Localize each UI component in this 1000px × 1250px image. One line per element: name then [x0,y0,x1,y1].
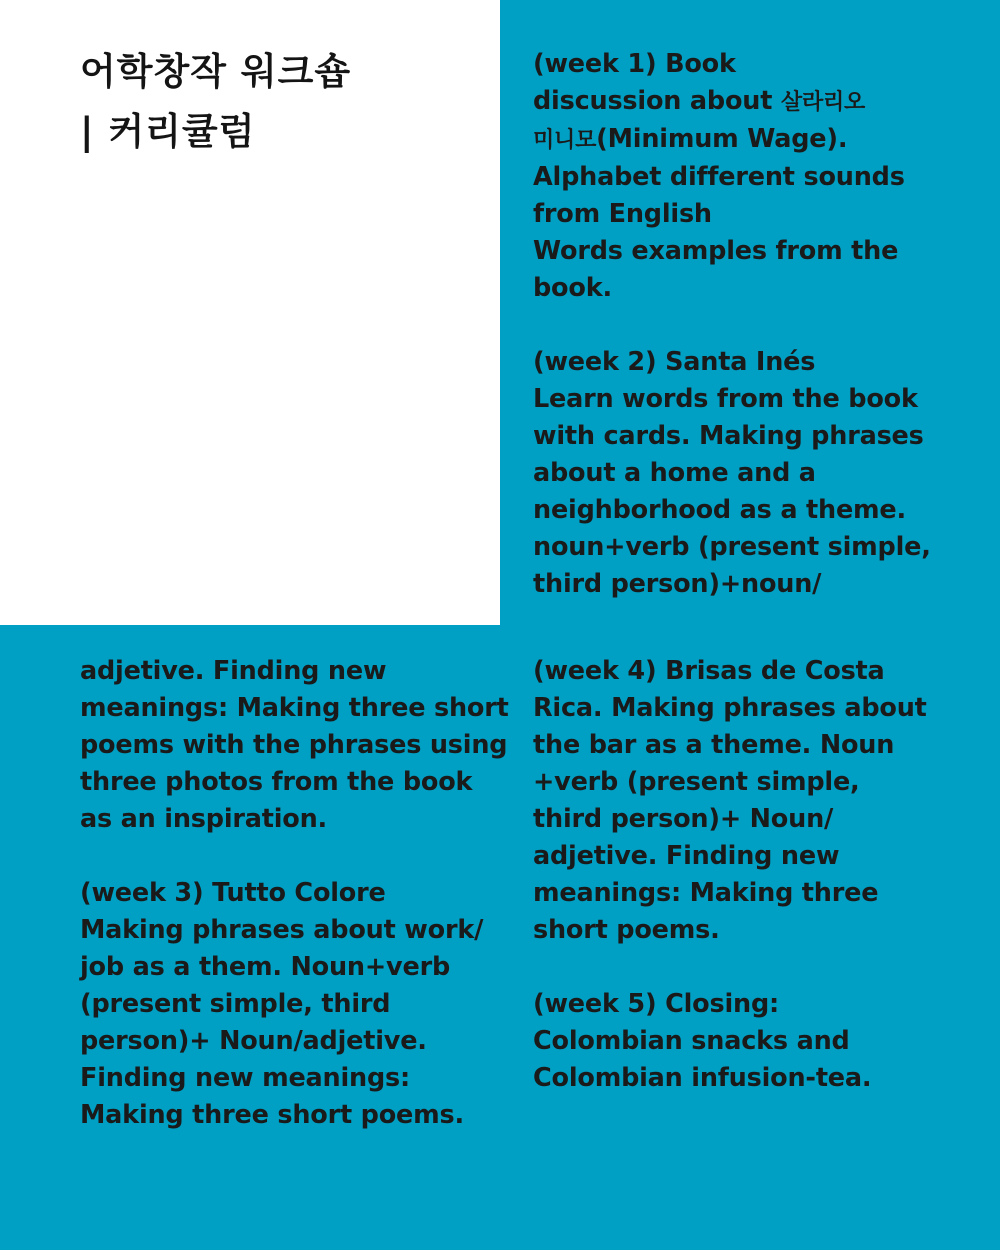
week-3-line: Making phrases about work/ [80,915,484,945]
week-1-line [533,121,931,159]
week-4-line: short poems. [533,915,720,945]
week-5-section [533,986,927,1097]
week-1-korean-text: 살라리오 [780,90,866,115]
week-2-line: meanings: Making three short [80,693,509,723]
week-2-section [533,344,931,603]
week-1-text: discussion about [533,86,781,116]
week-3-line: Finding new meanings: [80,1063,411,1093]
week-3-line: (present simple, third [80,989,391,1019]
week-1-line: Alphabet different sounds [533,162,905,192]
week-5-line: Colombian infusion-tea. [533,1063,872,1093]
week-2-line: about a home and a [533,458,816,488]
week-3-section [80,875,509,1134]
week-4-line: +verb (present simple, [533,767,860,797]
week-1-line: Words examples from the [533,236,899,266]
week-4-line: meanings: Making three [533,878,879,908]
week-2-line: with cards. Making phrases [533,421,924,451]
week-2-line: noun+verb (present simple, [533,532,931,562]
week-5-heading: (week 5) Closing: [533,989,780,1019]
week-2-continued-section [80,653,509,838]
week-2-line: adjetive. Finding new [80,656,387,686]
section-spacer [533,949,927,986]
week-1-text: (Minimum Wage). [596,124,848,154]
week-3-line: Making three short poems. [80,1100,464,1130]
week-2-line: poems with the phrases using [80,730,508,760]
week-2-line: as an inspiration. [80,804,328,834]
week-3-heading: (week 3) Tutto Colore [80,878,386,908]
week-3-line: job as a them. Noun+verb [80,952,450,982]
curriculum-column-top-right [533,46,931,603]
week-1-heading: (week 1) Book [533,49,736,79]
week-2-line: third person)+noun/ [533,569,822,599]
week-4-line: the bar as a theme. Noun [533,730,895,760]
week-1-line: book. [533,273,612,303]
week-4-line: Rica. Making phrases about [533,693,927,723]
section-spacer [80,838,509,875]
week-2-line: neighborhood as a theme. [533,495,907,525]
week-4-heading: (week 4) Brisas de Costa [533,656,885,686]
week-5-line: Colombian snacks and [533,1026,850,1056]
week-4-line: third person)+ Noun/ [533,804,834,834]
title-line-1: 어학창작 워크숍 [80,50,352,93]
week-2-heading: (week 2) Santa Inés [533,347,816,377]
curriculum-column-bottom-left [80,653,509,1134]
week-4-section [533,653,927,949]
week-1-section [533,46,931,307]
title-line-2: | 커리큘럼 [80,110,256,153]
week-1-line [533,83,931,121]
week-2-line: Learn words from the book [533,384,918,414]
week-2-line: three photos from the book [80,767,473,797]
curriculum-column-bottom-right [533,653,927,1097]
section-spacer [533,307,931,344]
page-title [80,42,351,162]
week-1-line: from English [533,199,712,229]
week-1-korean-text: 미니모 [533,128,597,153]
week-3-line: person)+ Noun/adjetive. [80,1026,427,1056]
week-4-line: adjetive. Finding new [533,841,840,871]
